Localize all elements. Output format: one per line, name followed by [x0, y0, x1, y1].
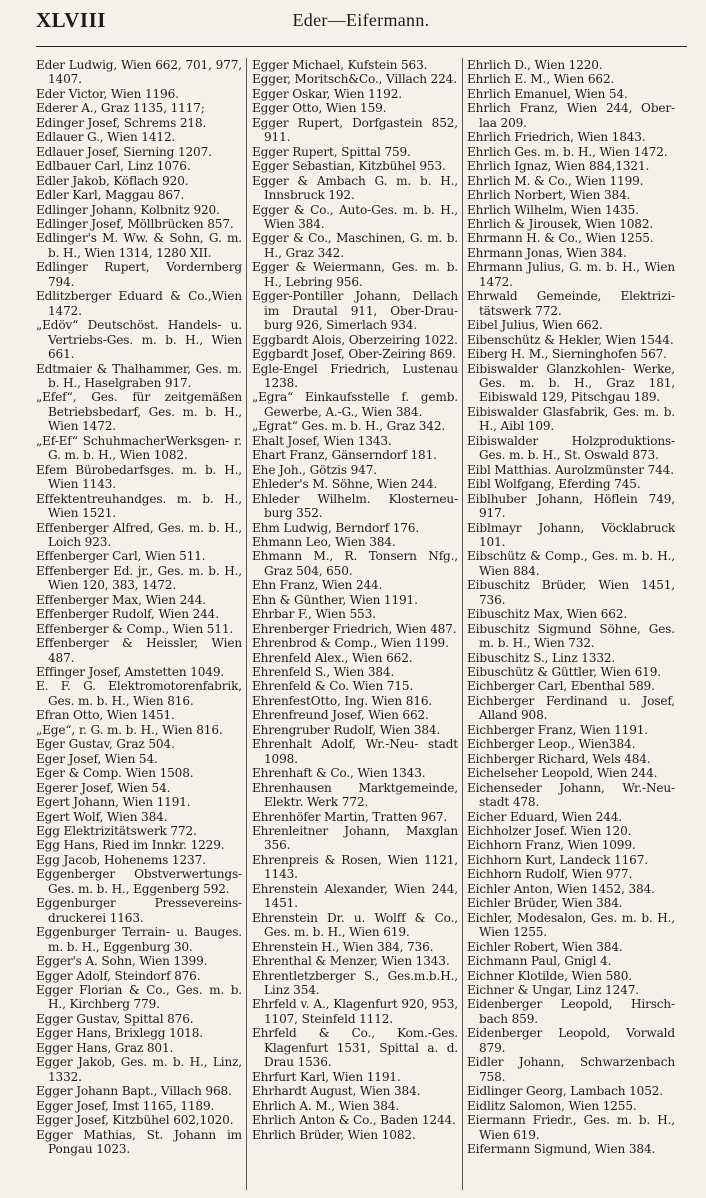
directory-entry: Eibuschütz & Güttler, Wien 619.	[467, 665, 661, 680]
directory-entry: Ehrlich Ignaz, Wien 884,1321.	[467, 159, 650, 174]
directory-entry: Egger & Co., Auto-Ges. m. b. H., Wien 384.	[252, 202, 458, 231]
directory-entry: Eggenberger Obstverwertungs- Ges. m. b. H., Eggenberg 592.	[36, 867, 242, 896]
directory-entry: Egger Mathias, St. Johann im Pongau 1023.	[36, 1127, 242, 1156]
directory-entry: Eibschütz & Comp., Ges. m. b. H., Wien 884.	[467, 549, 675, 578]
directory-entry: Effinger Josef, Amstetten 1049.	[36, 665, 225, 680]
directory-entry: Eichberger Richard, Wels 484.	[467, 751, 651, 766]
directory-entry: Ehrlich D., Wien 1220.	[467, 58, 603, 72]
page-number: XLVIII	[36, 8, 106, 32]
directory-entry: „Egra“ Einkaufsstelle f. gemb. Gewerbe, A.-G., Wien 384.	[252, 390, 458, 419]
directory-entry: Eicher Eduard, Wien 244.	[467, 809, 623, 824]
directory-entry: Ehrengruber Rudolf, Wien 384.	[252, 722, 441, 737]
directory-entry: Edlinger Rupert, Vordernberg 794.	[36, 260, 242, 289]
directory-entry: Egger, Moritsch&Co., Villach 224.	[252, 72, 457, 87]
directory-entry: Eichler, Modesalon, Ges. m. b. H., Wien 1255.	[467, 910, 675, 940]
directory-entry: Eiermann Friedr., Ges. m. b. H., Wien 619.	[467, 1113, 675, 1142]
directory-entry: Eichner & Ungar, Linz 1247.	[467, 983, 639, 997]
directory-entry: Ehmann M., R. Tonsern Nfg., Graz 504, 650.	[252, 549, 458, 578]
directory-entry: Egg Jacob, Hohenems 1237.	[36, 852, 206, 867]
directory-entry: Ehe Joh., Götzis 947.	[252, 462, 377, 477]
directory-entry: Ederer A., Graz 1135, 1117;	[36, 101, 205, 116]
directory-entry: Edlbauer Carl, Linz 1076.	[36, 159, 191, 174]
column-2	[252, 58, 458, 1190]
directory-entry: Egger-Pontiller Johann, Dellach im Drautal 911, Ober-Drau- burg 926, Simerlach 934.	[252, 289, 458, 333]
directory-entry: Eichberger Carl, Ebenthal 589.	[467, 679, 655, 694]
directory-entry: Ehrlich Wilhelm, Wien 1435.	[467, 202, 639, 217]
directory-entry: Egger Johann Bapt., Villach 968.	[36, 1084, 232, 1099]
directory-entry: Ehrenpreis & Rosen, Wien 1121, 1143.	[252, 852, 458, 882]
directory-entry: Ehrbar F., Wien 553.	[252, 607, 376, 622]
directory-entry: Ehrmann Julius, G. m. b. H., Wien 1472.	[467, 260, 675, 289]
directory-entry: Eggenburger Pressevereins- druckerei 1163.	[36, 896, 242, 925]
directory-entry: Ehrfeld v. A., Klagenfurt 920, 953, 1107, Steinfeld 1112.	[252, 997, 458, 1026]
directory-entry: Eidler Johann, Schwarzenbach 758.	[467, 1055, 675, 1084]
directory-entry: Ehrenfeld S., Wien 384.	[252, 665, 395, 680]
directory-entry: Eichholzer Josef. Wien 120.	[467, 824, 632, 839]
directory-entry: Eiblmayr Johann, Vöcklabruck 101.	[467, 520, 675, 549]
directory-entry: E. F. G. Elektromotorenfabrik, Ges. m. b. H., Wien 816.	[36, 679, 242, 708]
directory-entry: Edlinger Johann, Kolbnitz 920.	[36, 202, 220, 217]
directory-entry: Edler Jakob, Köflach 920.	[36, 173, 189, 188]
directory-entry: Egger Josef, Imst 1165, 1189.	[36, 1098, 215, 1113]
directory-entry: Eichler Robert, Wien 384.	[467, 939, 623, 954]
directory-entry: Ehrenfreund Josef, Wien 662.	[252, 708, 429, 723]
directory-entry: Ehrfeld & Co., Kom.-Ges. Klagenfurt 1531, Spittal a. d. Drau 1536.	[252, 1026, 458, 1070]
directory-entry: Eibuschitz Brüder, Wien 1451, 736.	[467, 578, 675, 607]
directory-entry: Ehrenstein Dr. u. Wolff & Co., Ges. m. b. H., Wien 619.	[252, 910, 458, 940]
directory-entry: Ehrlich Norbert, Wien 384.	[467, 188, 631, 203]
directory-entry: Ehn Franz, Wien 244.	[252, 578, 383, 593]
directory-entry: Ehrenstein Alexander, Wien 244, 1451.	[252, 881, 458, 911]
directory-entry: Edlitzberger Eduard & Co.,Wien 1472.	[36, 289, 242, 318]
directory-entry: Eibenschütz & Hekler, Wien 1544.	[467, 332, 674, 347]
directory-entry: Edlinger Josef, Möllbrücken 857.	[36, 216, 234, 231]
directory-entry: Ehalt Josef, Wien 1343.	[252, 433, 392, 448]
directory-entry: Effenberger & Heissler, Wien 487.	[36, 636, 242, 665]
directory-entry: Ehrenfeld & Co. Wien 715.	[252, 679, 414, 694]
directory-entry: Egger & Co., Maschinen, G. m. b. H., Graz 342.	[252, 231, 458, 260]
header-rule	[36, 46, 687, 47]
directory-entry: Eger Gustav, Graz 504.	[36, 737, 175, 752]
directory-entry: „Edöv“ Deutschöst. Handels- u. Vertriebs-Ges. m. b. H., Wien 661.	[36, 318, 242, 362]
directory-entry: Ehrenhalt Adolf, Wr.-Neu- stadt 1098.	[252, 737, 458, 766]
directory-entry: Ehrenleitner Johann, Maxglan 356.	[252, 824, 458, 853]
directory-entry: Egle-Engel Friedrich, Lustenau 1238.	[252, 361, 458, 390]
directory-entry: Ehrenberger Friedrich, Wien 487.	[252, 621, 457, 636]
directory-entry: Egger Hans, Brixlegg 1018.	[36, 1026, 203, 1041]
directory-entry: Eidlinger Georg, Lambach 1052.	[467, 1084, 663, 1099]
column-1	[36, 58, 242, 1190]
directory-entry: Ehrlich E. M., Wien 662.	[467, 72, 615, 87]
directory-entry: Eichberger Leop., Wien384.	[467, 737, 636, 752]
directory-entry: Ehrenbrod & Comp., Wien 1199.	[252, 636, 449, 651]
directory-entry: Eidenberger Leopold, Hirsch- bach 859.	[467, 997, 675, 1026]
directory-entry: Eichberger Ferdinand u. Josef, Alland 908.	[467, 693, 675, 723]
directory-entry: Egert Wolf, Wien 384.	[36, 809, 168, 824]
directory-entry: Effenberger Alfred, Ges. m. b. H., Loich 923.	[36, 520, 242, 549]
directory-entry: Ehrlich Brüder, Wien 1082.	[252, 1127, 416, 1142]
directory-entry: Ehrlich Friedrich, Wien 1843.	[467, 130, 646, 145]
directory-entry: Eichberger Franz, Wien 1191.	[467, 722, 648, 737]
directory-entry: Ehmann Leo, Wien 384.	[252, 534, 396, 549]
page-header	[36, 8, 686, 38]
directory-entry: Ehrenhausen Marktgemeinde, Elektr. Werk 772.	[252, 780, 458, 810]
directory-entry: Ehn & Günther, Wien 1191.	[252, 592, 418, 607]
directory-entry: Egger Rupert, Dorfgastein 852, 911.	[252, 115, 458, 145]
directory-entry: Egger Otto, Wien 159.	[252, 101, 387, 116]
directory-entry: Ehrwald Gemeinde, Elektrizi- tätswerk 772.	[467, 289, 675, 318]
column-divider	[462, 58, 463, 1190]
directory-entry: Egger Gustav, Spittal 876.	[36, 1011, 194, 1026]
directory-entry: Eder Ludwig, Wien 662, 701, 977, 1407.	[36, 58, 242, 87]
directory-entry: Eger & Comp. Wien 1508.	[36, 766, 194, 781]
directory-entry: Ehrmann H. & Co., Wien 1255.	[467, 231, 654, 246]
directory-entry: „Ef-Ef“ SchuhmacherWerksgen- r. G. m. b. H., Wien 1082.	[36, 433, 242, 463]
directory-entry: Ehrhardt August, Wien 384.	[252, 1084, 421, 1099]
directory-entry: Ehrlich M. & Co., Wien 1199.	[467, 173, 644, 188]
directory-entry: „Ege“, r. G. m. b. H., Wien 816.	[36, 722, 223, 737]
directory-entry: Ehm Ludwig, Berndorf 176.	[252, 520, 420, 535]
directory-entry: Eidlitz Salomon, Wien 1255.	[467, 1098, 637, 1113]
directory-entry: Eichelseher Leopold, Wien 244.	[467, 766, 658, 781]
directory-entry: Egert Johann, Wien 1191.	[36, 795, 191, 810]
directory-entry: Ehrenfeld Alex., Wien 662.	[252, 650, 413, 665]
directory-entry: Eger Josef, Wien 54.	[36, 751, 158, 766]
directory-entry: Edler Karl, Maggau 867.	[36, 188, 185, 203]
directory-entry: Ehrlich & Jirousek, Wien 1082.	[467, 216, 654, 231]
directory-entry: Ehart Franz, Gänserndorf 181.	[252, 448, 437, 463]
directory-entry: Eichler Brüder, Wien 384.	[467, 896, 623, 911]
directory-entry: Eichenseder Johann, Wr.-Neu- stadt 478.	[467, 780, 675, 810]
directory-entry: Eibl Wolfgang, Eferding 745.	[467, 477, 641, 492]
directory-entry: Eichner Klotilde, Wien 580.	[467, 968, 632, 983]
directory-entry: Egg Elektrizitätswerk 772.	[36, 824, 197, 839]
directory-entry: Ehrlich Ges. m. b. H., Wien 1472.	[467, 144, 668, 159]
directory-entry: Egger Sebastian, Kitzbühel 953.	[252, 159, 446, 174]
directory-entry: Eibuschitz Max, Wien 662.	[467, 607, 628, 622]
directory-entry: Ehrentletzberger S., Ges.m.b.H., Linz 354.	[252, 968, 458, 997]
directory-entry: Eiberg H. M., Sierninghofen 567.	[467, 347, 667, 362]
directory-entry: Ehrenstein H., Wien 384, 736.	[252, 939, 434, 954]
directory-entry: Eiblhuber Johann, Höflein 749, 917.	[467, 491, 675, 521]
directory-entry: Egerer Josef, Wien 54.	[36, 780, 171, 795]
directory-entry: „Efef“, Ges. für zeitgemäßen Betriebsbedarf, Ges. m. b. H., Wien 1472.	[36, 390, 242, 434]
directory-entry: Egger Josef, Kitzbühel 602,1020.	[36, 1113, 234, 1128]
directory-entry: Ehrfurt Karl, Wien 1191.	[252, 1069, 401, 1084]
directory-entry: Egger Florian & Co., Ges. m. b. H., Kirchberg 779.	[36, 983, 242, 1012]
directory-entry: Ehrlich Franz, Wien 244, Ober- laa 209.	[467, 101, 675, 130]
directory-entry: Eder Victor, Wien 1196.	[36, 86, 179, 101]
directory-entry: Egger Jakob, Ges. m. b. H., Linz, 1332.	[36, 1055, 242, 1084]
directory-entry: Ehrenthal & Menzer, Wien 1343.	[252, 954, 450, 969]
directory-entry: Effenberger Carl, Wien 511.	[36, 549, 206, 564]
directory-entry: Eichmann Paul, Gnigl 4.	[467, 954, 612, 969]
directory-entry: Edtmaier & Thalhammer, Ges. m. b. H., Haselgraben 917.	[36, 361, 242, 390]
directory-entry: Ehrlich A. M., Wien 384.	[252, 1098, 400, 1113]
column-3	[467, 58, 675, 1190]
directory-entry: Eichhorn Franz, Wien 1099.	[467, 838, 636, 853]
directory-entry: Eibuschitz S., Linz 1332.	[467, 650, 616, 665]
directory-entry: Effenberger & Comp., Wien 511.	[36, 621, 234, 636]
directory-entry: Egg Hans, Ried im Innkr. 1229.	[36, 838, 225, 853]
column-divider	[246, 58, 247, 1190]
directory-entry: Eichler Anton, Wien 1452, 384.	[467, 881, 655, 896]
directory-entry: Edlauer G., Wien 1412.	[36, 130, 176, 145]
directory-entry: Ehrenhöfer Martin, Tratten 967.	[252, 809, 448, 824]
directory-entry: EhrenfestOtto, Ing. Wien 816.	[252, 693, 433, 708]
directory-entry: Egger Rupert, Spittal 759.	[252, 144, 411, 159]
directory-entry: Effektentreuhandges. m. b. H., Wien 1521.	[36, 491, 242, 521]
directory-entry: Edinger Josef, Schrems 218.	[36, 115, 207, 130]
directory-entry: Eibel Julius, Wien 662.	[467, 318, 603, 333]
directory-entry: Eggbardt Alois, Oberzeiring 1022.	[252, 332, 458, 347]
directory-entry: Eibiswalder Glasfabrik, Ges. m. b. H., Aibl 109.	[467, 404, 675, 434]
directory-entry: Egger Michael, Kufstein 563.	[252, 58, 428, 72]
directory-entry: Eichhorn Kurt, Landeck 1167.	[467, 852, 648, 867]
directory-entry: Egger Oskar, Wien 1192.	[252, 86, 402, 101]
directory-entry: Egger Adolf, Steindorf 876.	[36, 968, 201, 983]
directory-entry: Eggenburger Terrain- u. Bauges. m. b. H., Eggenburg 30.	[36, 925, 242, 954]
directory-entry: Eichhorn Rudolf, Wien 977.	[467, 867, 633, 882]
directory-entry: Eibuschitz Sigmund Söhne, Ges. m. b. H., Wien 732.	[467, 621, 675, 651]
directory-entry: Edlauer Josef, Sierning 1207.	[36, 144, 212, 159]
page-title: Eder—Eifermann.	[292, 10, 430, 30]
directory-entry: Egger's A. Sohn, Wien 1399.	[36, 954, 208, 969]
directory-entry: Ehrlich Emanuel, Wien 54.	[467, 86, 628, 101]
directory-entry: Efem Bürobedarfsges. m. b. H., Wien 1143.	[36, 462, 242, 492]
directory-entry: Egger & Ambach G. m. b. H., Innsbruck 192.	[252, 173, 458, 203]
directory-entry: Eibiswalder Glanzkohlen- Werke, Ges. m. b. H., Graz 181, Eibiswald 129, Pitschgau 189.	[467, 361, 675, 405]
directory-entry: Eidenberger Leopold, Vorwald 879.	[467, 1026, 675, 1055]
directory-entry: Egger & Weiermann, Ges. m. b. H., Lebring 956.	[252, 260, 458, 289]
directory-entry: Ehrenhaft & Co., Wien 1343.	[252, 766, 426, 781]
directory-entry: Ehrlich Anton & Co., Baden 1244.	[252, 1113, 456, 1128]
directory-entry: Effenberger Ed. jr., Ges. m. b. H., Wien 120, 383, 1472.	[36, 563, 242, 593]
directory-entry: Effenberger Rudolf, Wien 244.	[36, 607, 219, 622]
directory-entry: „Egrat“ Ges. m. b. H., Graz 342.	[252, 419, 446, 434]
directory-entry: Edlinger's M. Ww. & Sohn, G. m. b. H., Wien 1314, 1280 XII.	[36, 231, 242, 260]
directory-entry: Ehleder's M. Söhne, Wien 244.	[252, 477, 438, 492]
directory-entry: Efran Otto, Wien 1451.	[36, 708, 175, 723]
directory-entry: Ehleder Wilhelm. Klosterneu- burg 352.	[252, 491, 458, 521]
directory-entry: Eggbardt Josef, Ober-Zeiring 869.	[252, 347, 456, 362]
directory-entry: Eibl Matthias. Aurolzmünster 744.	[467, 462, 674, 477]
directory-entry: Egger Hans, Graz 801.	[36, 1040, 174, 1055]
directory-entry: Eibiswalder Holzproduktions- Ges. m. b. H., St. Oswald 873.	[467, 433, 675, 463]
directory-entry: Ehrmann Jonas, Wien 384.	[467, 245, 627, 260]
directory-entry: Effenberger Max, Wien 244.	[36, 592, 206, 607]
directory-entry: Eifermann Sigmund, Wien 384.	[467, 1141, 656, 1156]
